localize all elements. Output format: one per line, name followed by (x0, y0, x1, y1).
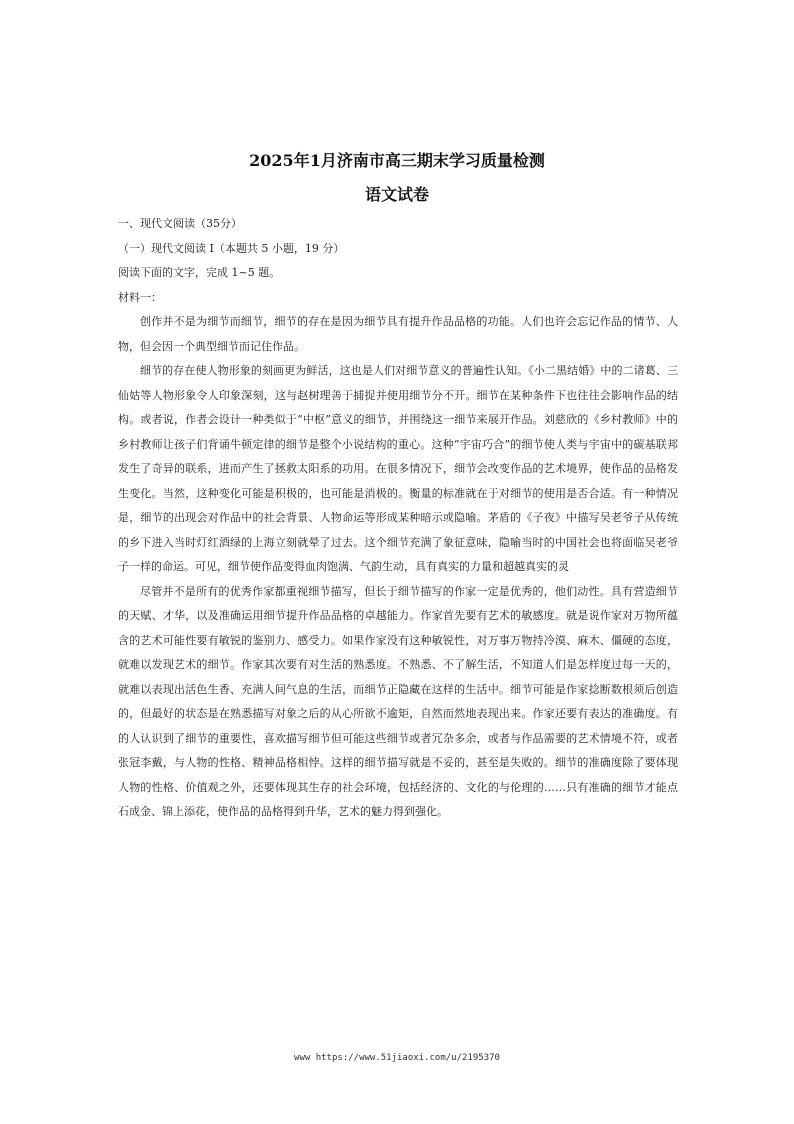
section-subheading: （一）现代文阅读 I（本题共 5 小题，19 分） (118, 241, 345, 255)
paragraph-1: 创作并不是为细节而细节，细节的存在是因为细节具有提升作品品格的功能。人们也许会忘记作品的情节、人物，但会因一个典型细节而记住作品。 (118, 315, 678, 353)
footer-url: www https://www.51jiaoxi.com/u/2195370 (294, 1053, 500, 1063)
material-label: 材料一： (118, 290, 162, 304)
paragraph-3: 尽管并不是所有的优秀作家都重视细节描写，但长于细节描写的作家一定是优秀的，他们动性。具有营造细节的天赋、才华，以及准确运用细节提升作品品格的卓越能力。作家首先要有艺术的敏感度。就是说作家对万物所蕴含的艺术可能性要有敏锐的鉴别力、感受力。如果作家没有这种敏锐性，对万事万物持冷漠、麻木、僵硬的态度，就难以发现艺术的细节。作家其次要有对生活的熟悉度。不熟悉、不了解生活，不知道人们是怎样度过每一天的，就难以表现出活色生香、充满人间气息的生活，而细节正隐藏在这样的生活中。细节可能是作家捻断数根须后创造的，但最好的状态是在熟悉描写对象之后的从心所欲不逾矩，自然而然地表现出来。作家还要有表达的准确度。有的人认识到了细节的重要性，喜欢描写细节但可能这些细节或者冗杂多余，或者与作品需要的艺术情境不符，或者张冠李戴，与人物的性格、精神品格相悖。这样的细节描写就是不妥的，甚至是失败的。细节的准确度除了要体现人物的性格、价值观之外，还要体现其生存的社会环境，包括经济的、文化的与伦理的……只有准确的细节才能点石成金、锦上添花，使作品的品格得到升华，艺术的魅力得到强化。 (118, 584, 678, 818)
exam-subtitle: 语文试卷 (364, 185, 429, 204)
reading-instruction: 阅读下面的文字，完成 1~5 题。 (118, 266, 281, 279)
exam-title: 2025年1月济南市高三期末学习质量检测 (249, 151, 545, 170)
reading-section (118, 212, 678, 825)
paragraph-2: 细节的存在使人物形象的刻画更为鲜活，这也是人们对细节意义的普遍性认知。《小二黑结婚》中的二诸葛、三仙姑等人物形象令人印象深刻，这与赵树理善于捕捉并使用细节分不开。细节在某种条件下也往往会影响作品的结构。或者说，作者会设计一种类似于“中枢”意义的细节，并围绕这一细节来展开作品。刘慈欣的《乡村教师》中的乡村教师让孩子们背诵牛顿定律的细节是整个小说结构的重心。这种“宇宙巧合”的细节使人类与宇宙中的碳基联邦发生了奇异的联系，进而产生了拯救太阳系的功用。在很多情况下，细节会改变作品的艺术境界，使作品的品格发生变化。当然，这种变化可能是积极的，也可能是消极的。衡量的标准就在于对细节的使用是否合适。有一种情况是，细节的出现会对作品中的社会背景、人物命运等形成某种暗示或隐喻。茅盾的《子夜》中描写吴老爷子从传统的乡下进入当时灯红酒绿的上海立刻就晕了过去。这个细节充满了象征意味，隐喻当时的中国社会也将面临吴老爷子一样的命运。可见，细节使作品变得血肉饱满、气韵生动，具有真实的力量和超越真实的灵 (118, 364, 678, 573)
section-heading: 一、现代文阅读（35分） (118, 217, 242, 230)
